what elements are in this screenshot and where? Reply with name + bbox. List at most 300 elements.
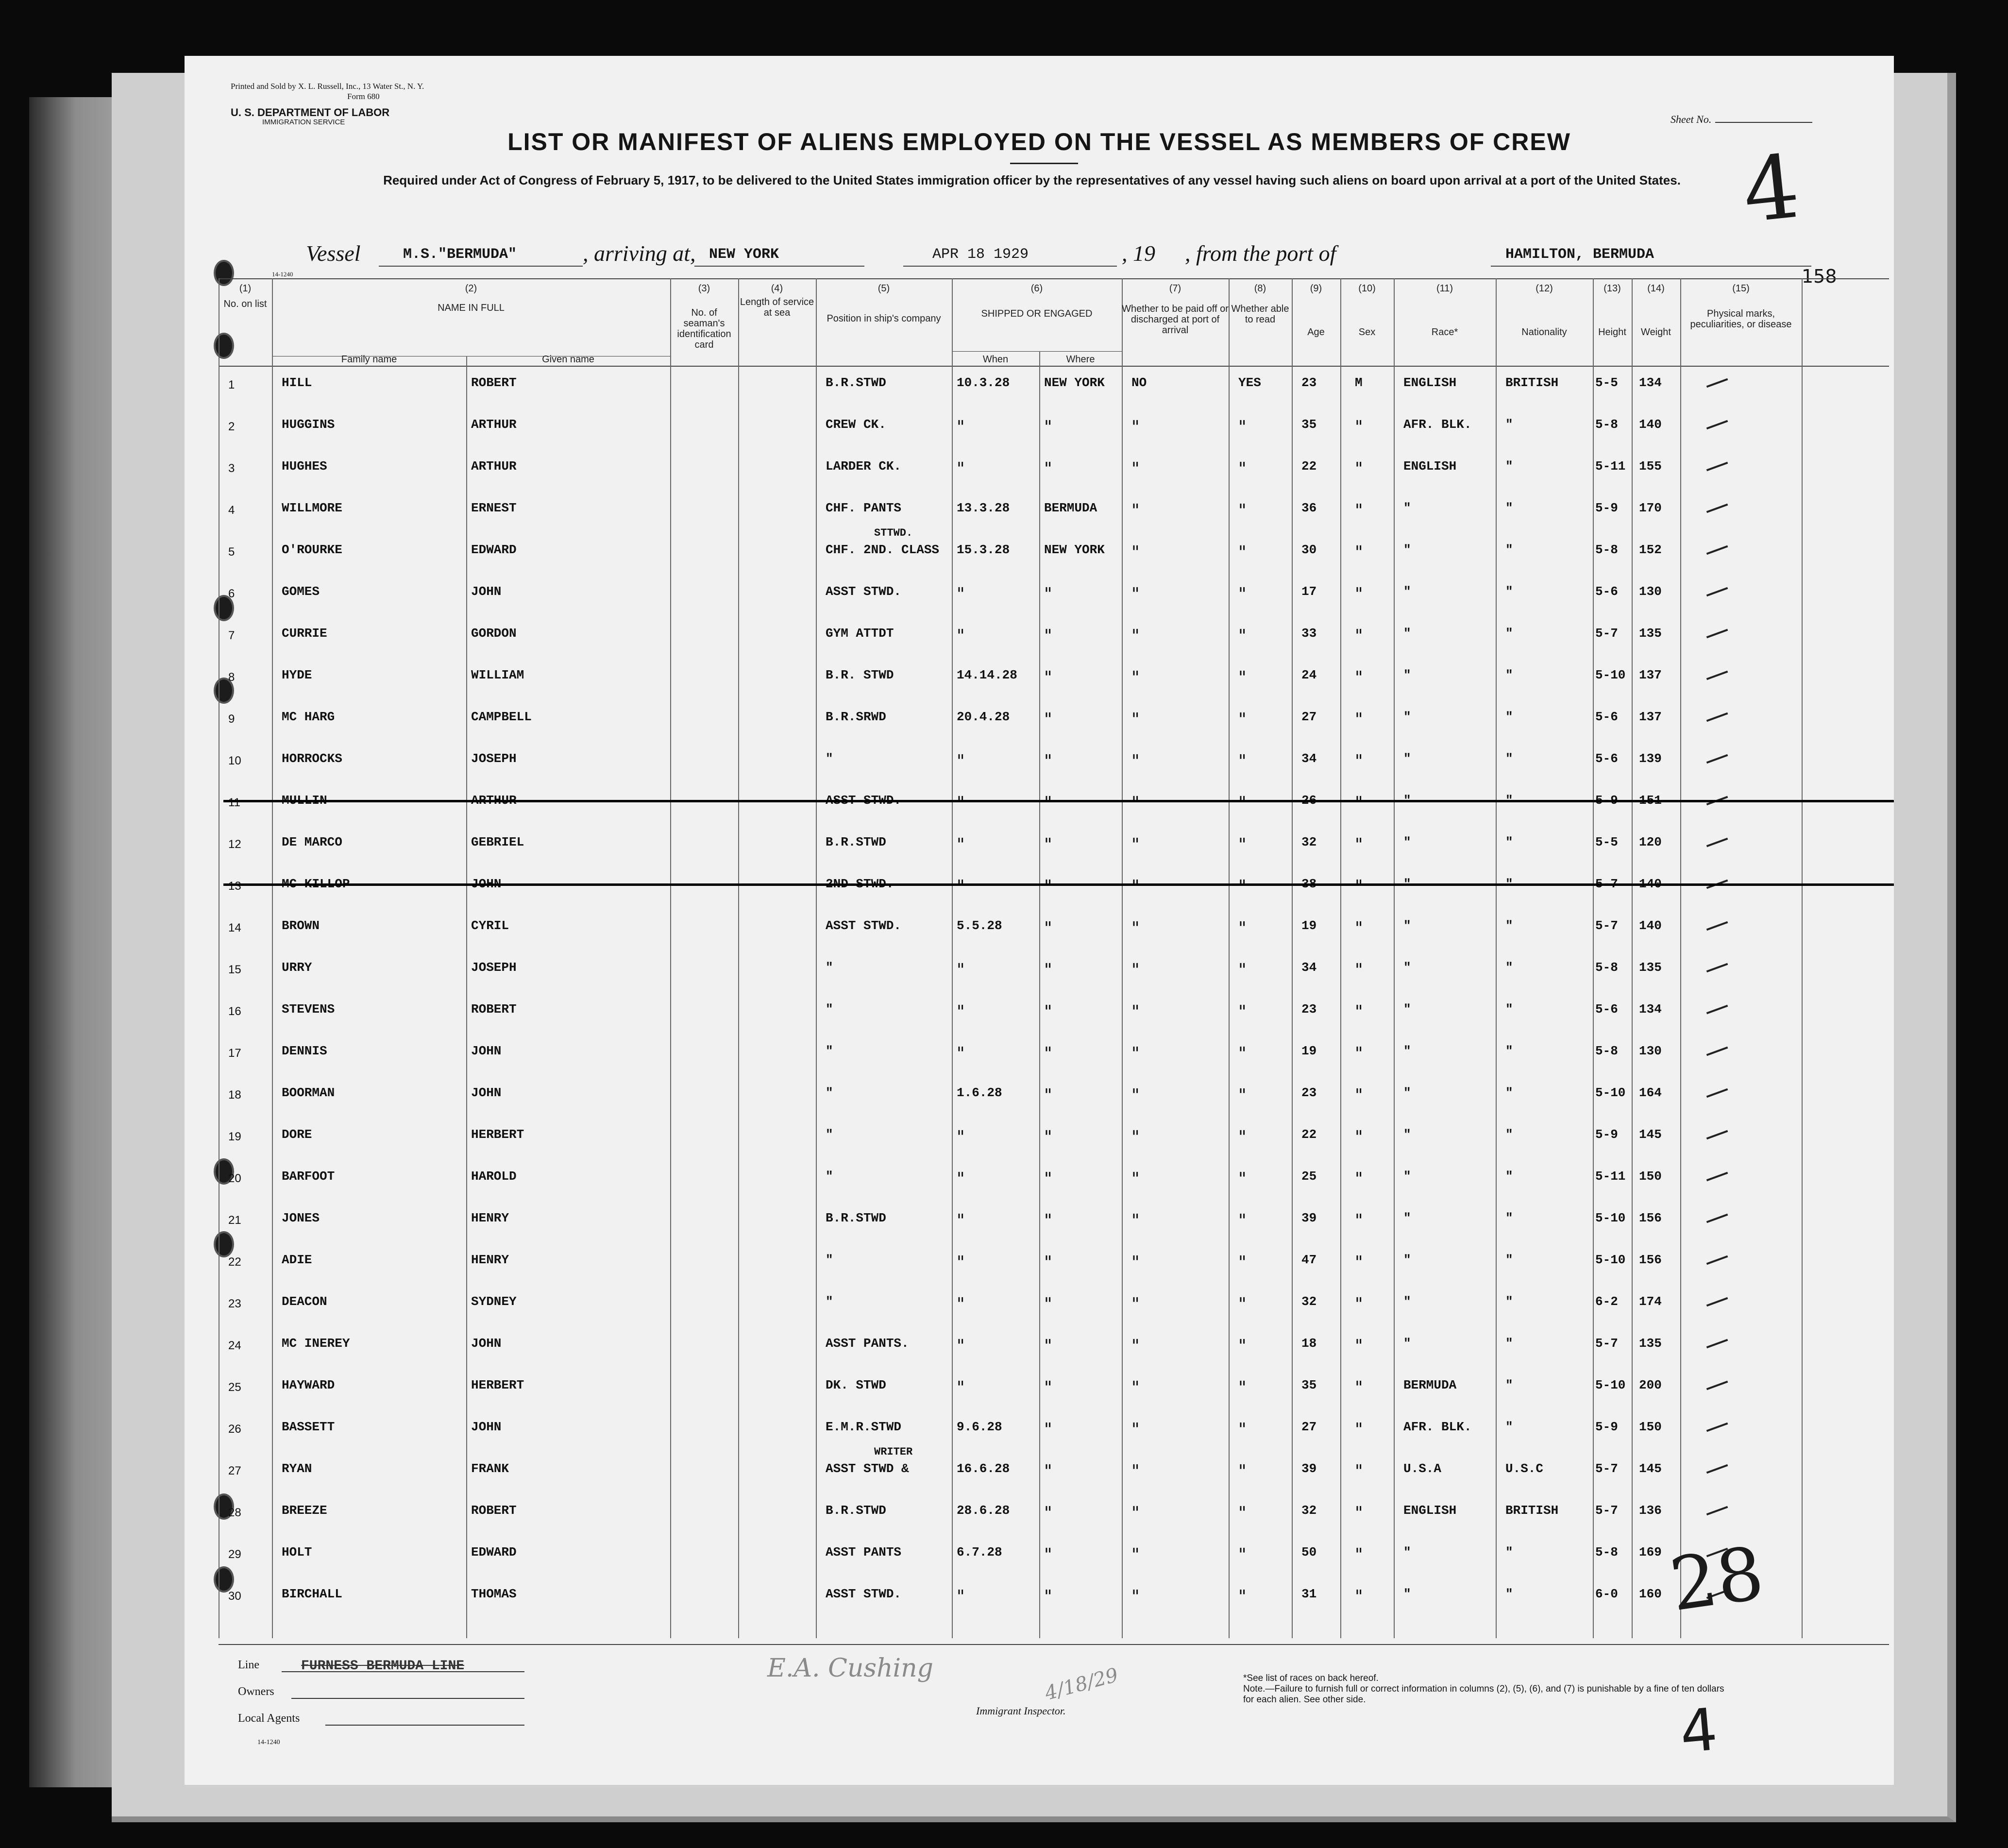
cell-race: " <box>1403 668 1411 682</box>
cell-height: 5-8 <box>1595 960 1618 975</box>
cell-family-name: BARFOOT <box>282 1169 335 1184</box>
cell-position-continuation: WRITER <box>874 1446 913 1458</box>
cell-position: B.R. STWD <box>826 668 894 682</box>
cell-able-to-read: " <box>1238 1503 1247 1523</box>
cell-weight: 174 <box>1639 1294 1662 1309</box>
cell-nationality: " <box>1505 1378 1513 1392</box>
cell-able-to-read: " <box>1238 417 1247 437</box>
col-divider <box>1229 278 1230 1638</box>
cell-shipped-where: " <box>1044 1085 1052 1105</box>
cell-age: 25 <box>1301 1169 1317 1184</box>
cell-given-name: HERBERT <box>471 1378 524 1392</box>
cell-given-name: EDWARD <box>471 543 517 557</box>
cell-row-number: 2 <box>228 420 235 433</box>
cell-row-number: 10 <box>228 754 241 767</box>
cell-race: " <box>1403 1587 1411 1601</box>
check-mark-icon <box>1704 1038 1728 1056</box>
cell-position: B.R.STWD <box>826 1503 886 1518</box>
header-weight: Weight <box>1641 327 1671 338</box>
cell-position: " <box>826 1169 833 1184</box>
cell-shipped-when: 28.6.28 <box>957 1503 1010 1518</box>
cell-race: " <box>1403 1253 1411 1267</box>
cell-age: 23 <box>1301 1002 1317 1017</box>
cell-row-number: 14 <box>228 921 241 934</box>
cell-paid-off: " <box>1131 835 1140 855</box>
cell-sex: " <box>1355 1420 1363 1440</box>
cell-nationality: " <box>1505 1085 1513 1100</box>
cell-shipped-where: " <box>1044 626 1052 646</box>
cell-shipped-when: " <box>957 877 965 897</box>
cell-height: 5-10 <box>1595 668 1626 682</box>
cell-shipped-when: " <box>957 960 965 980</box>
cell-race: " <box>1403 793 1411 808</box>
check-mark-icon <box>1704 1289 1728 1306</box>
cell-race: " <box>1403 710 1411 724</box>
cell-sex: " <box>1355 1211 1363 1231</box>
check-mark-icon <box>1704 1373 1728 1390</box>
cell-sex: " <box>1355 877 1363 897</box>
cell-height: 5-10 <box>1595 1085 1626 1100</box>
col-number: (12) <box>1536 283 1553 294</box>
check-mark-icon <box>1704 997 1728 1014</box>
cell-height: 5-11 <box>1595 459 1626 474</box>
cell-able-to-read: " <box>1238 1211 1247 1231</box>
cell-nationality: " <box>1505 1545 1513 1560</box>
local-agents-label: Local Agents <box>238 1712 300 1725</box>
col-divider <box>1039 351 1040 1638</box>
header-family-name: Family name <box>341 354 397 365</box>
cell-paid-off: " <box>1131 501 1140 521</box>
cell-row-number: 5 <box>228 545 235 559</box>
cell-given-name: HERBERT <box>471 1127 524 1142</box>
cell-sex: " <box>1355 1044 1363 1064</box>
owners-underline <box>291 1698 524 1699</box>
inspector-label: Immigrant Inspector. <box>976 1705 1066 1717</box>
cell-shipped-when: 20.4.28 <box>957 710 1010 724</box>
cell-race: " <box>1403 626 1411 641</box>
cell-nationality: " <box>1505 1002 1513 1017</box>
cell-race: " <box>1403 1085 1411 1100</box>
cell-shipped-when: 1.6.28 <box>957 1085 1002 1100</box>
cell-given-name: HAROLD <box>471 1169 517 1184</box>
check-mark-icon <box>1704 621 1728 638</box>
cell-weight: 170 <box>1639 501 1662 515</box>
cell-age: 30 <box>1301 543 1317 557</box>
cell-paid-off: " <box>1131 1211 1140 1231</box>
cell-sex: " <box>1355 1461 1363 1481</box>
cell-shipped-where: " <box>1044 668 1052 688</box>
cell-row-number: 24 <box>228 1339 241 1352</box>
cell-nationality: " <box>1505 835 1513 849</box>
cell-sex: " <box>1355 710 1363 729</box>
cell-paid-off: " <box>1131 584 1140 604</box>
cell-shipped-when: " <box>957 1253 965 1272</box>
cell-position: " <box>826 1294 833 1309</box>
page-title: LIST OR MANIFEST OF ALIENS EMPLOYED ON THE VESSEL AS MEMBERS OF CREW <box>507 128 1571 155</box>
cell-position: " <box>826 1002 833 1017</box>
cell-sex: " <box>1355 668 1363 688</box>
crew-manifest-table <box>185 278 1894 1638</box>
check-mark-icon <box>1704 412 1728 429</box>
cell-paid-off: " <box>1131 1127 1140 1147</box>
cell-shipped-when: " <box>957 1211 965 1231</box>
cell-age: 17 <box>1301 584 1317 599</box>
cell-nationality: " <box>1505 1169 1513 1184</box>
cell-able-to-read: " <box>1238 960 1247 980</box>
vessel-underline <box>379 266 583 267</box>
cell-nationality: " <box>1505 417 1513 432</box>
cell-race: " <box>1403 918 1411 933</box>
cell-age: 32 <box>1301 835 1317 849</box>
cell-row-number: 20 <box>228 1172 241 1185</box>
cell-family-name: BREEZE <box>282 1503 327 1518</box>
form-number: Form 680 <box>347 92 380 101</box>
cell-nationality: U.S.C <box>1505 1461 1544 1476</box>
cell-position-continuation: STTWD. <box>874 527 913 539</box>
cell-height: 5-9 <box>1595 1127 1618 1142</box>
check-mark-icon <box>1704 579 1728 596</box>
cell-family-name: HUGHES <box>282 459 327 474</box>
cell-nationality: " <box>1505 626 1513 641</box>
cell-family-name: MC INEREY <box>282 1336 350 1351</box>
cell-shipped-when: 13.3.28 <box>957 501 1010 515</box>
cell-able-to-read: " <box>1238 1294 1247 1314</box>
cell-given-name: THOMAS <box>471 1587 517 1601</box>
check-mark-icon <box>1704 1080 1728 1098</box>
cell-able-to-read: " <box>1238 877 1247 897</box>
col-divider <box>1802 278 1803 1638</box>
cell-weight: 145 <box>1639 1461 1662 1476</box>
cell-paid-off: " <box>1131 1253 1140 1272</box>
cell-shipped-when: " <box>957 1127 965 1147</box>
cell-row-number: 17 <box>228 1047 241 1060</box>
cell-paid-off: " <box>1131 1503 1140 1523</box>
cell-nationality: " <box>1505 1587 1513 1601</box>
cell-able-to-read: " <box>1238 543 1247 562</box>
cell-sex: " <box>1355 1127 1363 1147</box>
cell-able-to-read: " <box>1238 1253 1247 1272</box>
cell-shipped-where: " <box>1044 1420 1052 1440</box>
cell-given-name: ARTHUR <box>471 417 517 432</box>
check-mark-icon <box>1704 871 1728 889</box>
cell-shipped-where: " <box>1044 1044 1052 1064</box>
cell-position: LARDER CK. <box>826 459 902 474</box>
cell-paid-off: " <box>1131 1461 1140 1481</box>
year-label: , 19 <box>1122 241 1155 266</box>
col-number: (8) <box>1254 283 1266 294</box>
cell-shipped-where: " <box>1044 1336 1052 1356</box>
printer-imprint <box>231 81 532 102</box>
cell-shipped-when: " <box>957 1169 965 1189</box>
cell-paid-off: " <box>1131 1545 1140 1565</box>
cell-race: AFR. BLK. <box>1403 1420 1472 1434</box>
cell-position: B.R.SRWD <box>826 710 886 724</box>
cell-given-name: JOHN <box>471 877 502 891</box>
title-divider <box>1010 163 1078 164</box>
check-mark-icon <box>1704 1456 1728 1474</box>
cell-height: 5-11 <box>1595 1169 1626 1184</box>
cell-family-name: MC KILLOP <box>282 877 350 891</box>
cell-race: " <box>1403 1002 1411 1017</box>
cell-given-name: WILLIAM <box>471 668 524 682</box>
cell-row-number: 26 <box>228 1423 241 1436</box>
cell-family-name: HOLT <box>282 1545 312 1560</box>
cell-position: 2ND STWD. <box>826 877 894 891</box>
cell-age: 33 <box>1301 626 1317 641</box>
cell-weight: 137 <box>1639 668 1662 682</box>
cell-position: E.M.R.STWD <box>826 1420 902 1434</box>
cell-shipped-where: " <box>1044 459 1052 479</box>
cell-sex: " <box>1355 626 1363 646</box>
cell-weight: 136 <box>1639 1503 1662 1518</box>
cell-given-name: ERNEST <box>471 501 517 515</box>
line-stamp: FURNESS BERMUDA LINE <box>301 1659 465 1674</box>
col-number: (2) <box>465 283 477 294</box>
cell-nationality: BRITISH <box>1505 375 1559 390</box>
cell-nationality: " <box>1505 710 1513 724</box>
header-where: Where <box>1066 354 1095 365</box>
cell-age: 24 <box>1301 668 1317 682</box>
cell-height: 5-7 <box>1595 918 1618 933</box>
inspector-date: 4/18/29 <box>1042 1663 1121 1705</box>
cell-able-to-read: " <box>1238 1336 1247 1356</box>
cell-row-number: 7 <box>228 629 235 642</box>
cell-shipped-when: 15.3.28 <box>957 543 1010 557</box>
header-nationality: Nationality <box>1521 327 1567 338</box>
cell-position: CHF. 2ND. CLASS <box>826 543 940 557</box>
check-mark-icon <box>1704 746 1728 763</box>
cell-sex: " <box>1355 459 1363 479</box>
check-mark-icon <box>1704 1331 1728 1348</box>
cell-given-name: SYDNEY <box>471 1294 517 1309</box>
cell-shipped-where: " <box>1044 1002 1052 1022</box>
cell-given-name: JOHN <box>471 584 502 599</box>
cell-position: GYM ATTDT <box>826 626 894 641</box>
strike-through-line <box>223 800 1894 802</box>
date-underline <box>903 266 1117 267</box>
cell-age: 35 <box>1301 417 1317 432</box>
cell-row-number: 18 <box>228 1088 241 1102</box>
col-divider <box>1394 278 1395 1638</box>
check-mark-icon <box>1704 1414 1728 1432</box>
cell-height: 5-9 <box>1595 501 1618 515</box>
col-divider <box>670 278 671 1638</box>
department-name: U. S. DEPARTMENT OF LABOR <box>231 106 390 119</box>
cell-family-name: RYAN <box>282 1461 312 1476</box>
cell-sex: " <box>1355 417 1363 437</box>
cell-family-name: BROWN <box>282 918 320 933</box>
header-length-service: Length of service at sea <box>740 297 814 318</box>
cell-family-name: HAYWARD <box>282 1378 335 1392</box>
cell-sex: " <box>1355 918 1363 938</box>
cell-paid-off: " <box>1131 1378 1140 1398</box>
cell-position: ASST PANTS. <box>826 1336 909 1351</box>
races-note: *See list of races on back hereof. <box>1243 1673 1379 1683</box>
col-number: (3) <box>698 283 710 294</box>
check-mark-icon <box>1704 704 1728 722</box>
cell-shipped-where: " <box>1044 1503 1052 1523</box>
cell-weight: 200 <box>1639 1378 1662 1392</box>
col-divider <box>1680 278 1681 1638</box>
cell-nationality: " <box>1505 877 1513 891</box>
cell-row-number: 4 <box>228 504 235 517</box>
cell-shipped-when: 5.5.28 <box>957 918 1002 933</box>
cell-race: " <box>1403 960 1411 975</box>
header-height: Height <box>1598 327 1626 338</box>
cell-weight: 156 <box>1639 1253 1662 1267</box>
cell-nationality: " <box>1505 1253 1513 1267</box>
cell-row-number: 3 <box>228 462 235 475</box>
cell-position: CREW CK. <box>826 417 886 432</box>
cell-weight: 160 <box>1639 1587 1662 1601</box>
cell-weight: 151 <box>1639 793 1662 808</box>
cell-weight: 135 <box>1639 960 1662 975</box>
cell-height: 5-5 <box>1595 835 1618 849</box>
cell-age: 27 <box>1301 1420 1317 1434</box>
cell-row-number: 28 <box>228 1506 241 1519</box>
col-number: (4) <box>771 283 783 294</box>
check-mark-icon <box>1704 537 1728 555</box>
header-paid-off: Whether to be paid off or discharged at port of arrival <box>1122 304 1229 336</box>
cell-family-name: WILLMORE <box>282 501 342 515</box>
cell-row-number: 11 <box>228 796 240 809</box>
check-mark-icon <box>1704 495 1728 513</box>
cell-shipped-when: " <box>957 1378 965 1398</box>
col-number: (13) <box>1603 283 1621 294</box>
cell-height: 5-8 <box>1595 1044 1618 1058</box>
cell-shipped-where: " <box>1044 1169 1052 1189</box>
cell-family-name: MC HARG <box>282 710 335 724</box>
col-divider <box>816 278 817 1638</box>
cell-age: 18 <box>1301 1336 1317 1351</box>
cell-nationality: " <box>1505 459 1513 474</box>
cell-able-to-read: " <box>1238 459 1247 479</box>
cell-shipped-where: " <box>1044 1545 1052 1565</box>
line-label: Line <box>238 1659 259 1671</box>
cell-race: " <box>1403 751 1411 766</box>
cell-given-name: GORDON <box>471 626 517 641</box>
cell-sex: " <box>1355 1503 1363 1523</box>
header-seaman-card: No. of seaman's identification card <box>677 307 731 350</box>
col-divider <box>1593 278 1594 1638</box>
header-no-on-list: No. on list <box>223 299 267 309</box>
cell-family-name: HILL <box>282 375 312 390</box>
cell-sex: " <box>1355 1378 1363 1398</box>
cell-height: 5-8 <box>1595 543 1618 557</box>
cell-age: 32 <box>1301 1503 1317 1518</box>
cell-paid-off: NO <box>1131 375 1147 390</box>
col-divider <box>952 278 953 1638</box>
cell-age: 34 <box>1301 960 1317 975</box>
cell-height: 5-8 <box>1595 1545 1618 1560</box>
arrival-date-stamp: APR 18 1929 <box>932 246 1029 263</box>
cell-weight: 139 <box>1639 751 1662 766</box>
cell-given-name: ARTHUR <box>471 793 517 808</box>
cell-weight: 150 <box>1639 1169 1662 1184</box>
cell-given-name: JOHN <box>471 1085 502 1100</box>
header-able-to-read: Whether able to read <box>1231 304 1289 325</box>
cell-able-to-read: YES <box>1238 375 1261 390</box>
cell-nationality: " <box>1505 543 1513 557</box>
from-port-label: , from the port of <box>1185 241 1336 266</box>
check-mark-icon <box>1704 1247 1728 1265</box>
cell-paid-off: " <box>1131 626 1140 646</box>
cell-shipped-when: 16.6.28 <box>957 1461 1010 1476</box>
cell-family-name: DENNIS <box>282 1044 327 1058</box>
cell-age: 39 <box>1301 1461 1317 1476</box>
check-mark-icon <box>1704 913 1728 931</box>
cell-able-to-read: " <box>1238 584 1247 604</box>
cell-height: 5-7 <box>1595 877 1618 891</box>
cell-paid-off: " <box>1131 877 1140 897</box>
cell-sex: " <box>1355 1085 1363 1105</box>
cell-position: B.R.STWD <box>826 835 886 849</box>
cell-race: " <box>1403 1169 1411 1184</box>
cell-able-to-read: " <box>1238 626 1247 646</box>
cell-given-name: ROBERT <box>471 1503 517 1518</box>
header-position: Position in ship's company <box>827 313 941 324</box>
cell-row-number: 13 <box>228 880 241 893</box>
cell-paid-off: " <box>1131 1420 1140 1440</box>
cell-nationality: " <box>1505 960 1513 975</box>
col-divider <box>1122 278 1123 1638</box>
cell-weight: 137 <box>1639 710 1662 724</box>
header-name-in-full: NAME IN FULL <box>438 303 505 313</box>
cell-height: 6-0 <box>1595 1587 1618 1601</box>
cell-shipped-when: " <box>957 459 965 479</box>
cell-weight: 155 <box>1639 459 1662 474</box>
cell-row-number: 1 <box>228 378 235 391</box>
bottom-handwritten-mark: 4 <box>1677 1695 1721 1767</box>
cell-family-name: HYDE <box>282 668 312 682</box>
cell-shipped-where: " <box>1044 1127 1052 1147</box>
cell-paid-off: " <box>1131 751 1140 771</box>
cell-shipped-where: " <box>1044 584 1052 604</box>
cell-able-to-read: " <box>1238 1378 1247 1398</box>
cell-given-name: CAMPBELL <box>471 710 532 724</box>
cell-height: 5-8 <box>1595 417 1618 432</box>
cell-paid-off: " <box>1131 793 1140 813</box>
from-port-underline <box>1491 266 1811 267</box>
cell-age: 32 <box>1301 1294 1317 1309</box>
cell-position: ASST STWD & <box>826 1461 909 1476</box>
check-mark-icon <box>1704 1122 1728 1139</box>
cell-row-number: 8 <box>228 671 235 684</box>
check-mark-icon <box>1704 662 1728 680</box>
cell-height: 5-10 <box>1595 1378 1626 1392</box>
cell-sex: " <box>1355 960 1363 980</box>
cell-position: ASST STWD. <box>826 793 902 808</box>
cell-row-number: 9 <box>228 712 235 726</box>
cell-able-to-read: " <box>1238 1127 1247 1147</box>
cell-able-to-read: " <box>1238 668 1247 688</box>
cell-family-name: BASSETT <box>282 1420 335 1434</box>
page-number: 158 <box>1802 266 1837 287</box>
col-divider <box>466 356 467 1638</box>
cell-shipped-where: " <box>1044 918 1052 938</box>
cell-weight: 120 <box>1639 835 1662 849</box>
cell-family-name: URRY <box>282 960 312 975</box>
cell-nationality: " <box>1505 1044 1513 1058</box>
cell-age: 23 <box>1301 1085 1317 1100</box>
cell-shipped-when: " <box>957 1294 965 1314</box>
cell-sex: " <box>1355 1169 1363 1189</box>
cell-row-number: 16 <box>228 1005 241 1018</box>
cell-age: 36 <box>1301 501 1317 515</box>
cell-shipped-when: 6.7.28 <box>957 1545 1002 1560</box>
cell-shipped-when: " <box>957 793 965 813</box>
cell-sex: " <box>1355 1002 1363 1022</box>
